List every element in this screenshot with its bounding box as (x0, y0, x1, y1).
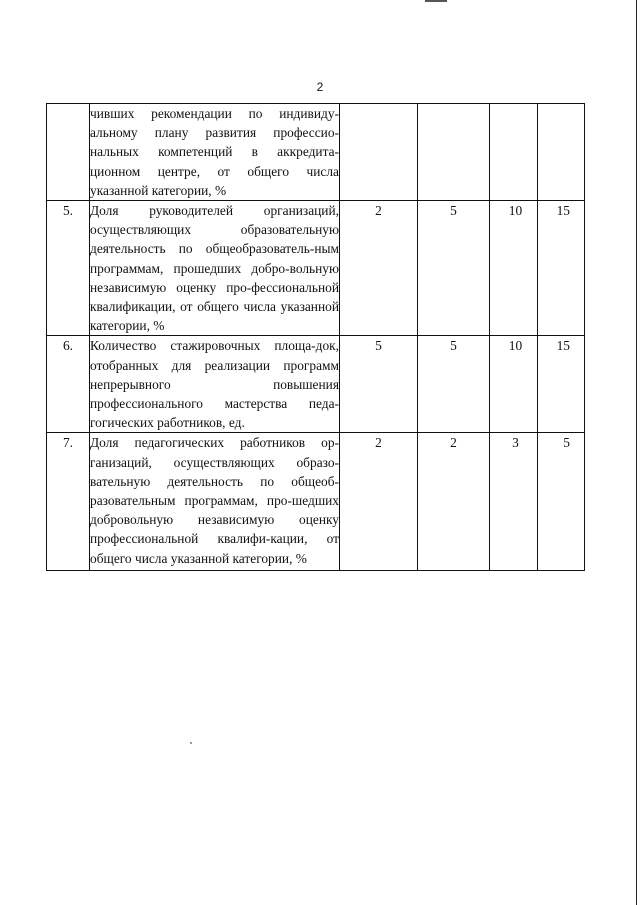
value-cell: 5 (418, 201, 490, 336)
indicator-name: Доля педагогических работников ор-ганизаций, осуществляющих образо-вательную деятельность по общеоб-разовательным программам, про-шедших добровольную независимую оценку профессиональной квалифи-кации, от общего числа указанной категории, % (90, 433, 340, 571)
table-row (47, 201, 585, 336)
value-cell (418, 104, 490, 201)
scan-top-mark (425, 0, 447, 2)
page-number: 2 (316, 80, 324, 94)
scan-edge-line (636, 0, 637, 905)
scan-speck (190, 742, 192, 744)
value-cell: 2 (340, 433, 418, 571)
value-cell (340, 104, 418, 201)
value-cell: 15 (538, 336, 585, 433)
indicator-name: Количество стажировочных площа-док, отобранных для реализации программ непрерывного повышения профессионального мастерства педа-гогических работников, ед. (90, 336, 340, 433)
table-row (47, 104, 585, 201)
value-cell: 10 (490, 336, 538, 433)
indicator-name: Доля руководителей организаций, осуществляющих образовательную деятельность по общеобразователь-ным программам, прошедших добро-вольную независимую оценку про-фессиональной квалификации, от общего числа указанной категории, % (90, 201, 340, 336)
row-number (47, 104, 90, 201)
value-cell: 5 (418, 336, 490, 433)
indicator-name: чивших рекомендации по индивиду-альному плану развития профессио-нальных компетенций в аккредита-ционном центре, от общего числа указанной категории, % (90, 104, 340, 201)
row-number: 6. (47, 336, 90, 433)
row-number: 5. (47, 201, 90, 336)
table-row (47, 433, 585, 571)
value-cell: 3 (490, 433, 538, 571)
value-cell: 5 (538, 433, 585, 571)
table-row (47, 336, 585, 433)
value-cell (538, 104, 585, 201)
indicators-table (46, 103, 585, 571)
value-cell (490, 104, 538, 201)
value-cell: 10 (490, 201, 538, 336)
value-cell: 2 (418, 433, 490, 571)
row-number: 7. (47, 433, 90, 571)
value-cell: 15 (538, 201, 585, 336)
value-cell: 2 (340, 201, 418, 336)
value-cell: 5 (340, 336, 418, 433)
